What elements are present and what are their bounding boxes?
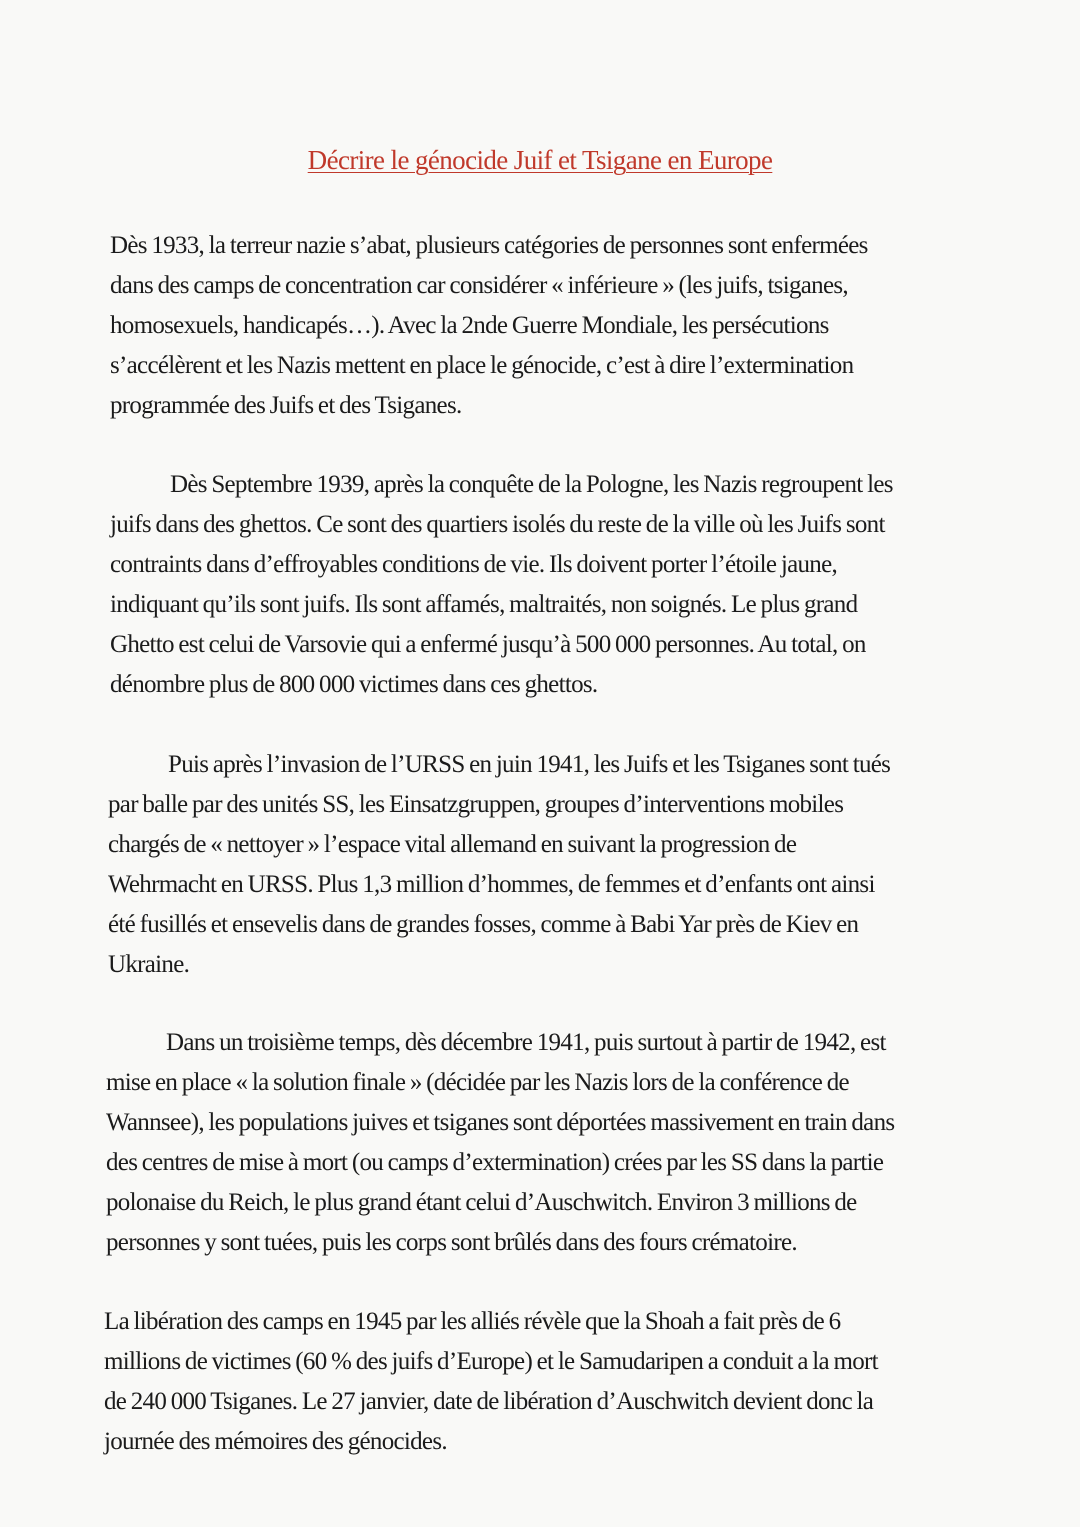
paragraph-line: de 240 000 Tsiganes. Le 27 janvier, date de libération d’Auschwitch devient donc la — [104, 1388, 874, 1415]
paragraph-line: programmée des Juifs et des Tsiganes. — [110, 392, 462, 419]
paragraph-line: Wannsee), les populations juives et tsiganes sont déportées massivement en train dans — [106, 1109, 895, 1136]
paragraph-line: Dès 1933, la terreur nazie s’abat, plusieurs catégories de personnes sont enfermées — [110, 232, 868, 259]
paragraph-line: Ukraine. — [108, 951, 190, 978]
paragraph-line: chargés de « nettoyer » l’espace vital allemand en suivant la progression de — [108, 831, 797, 858]
paragraph-line: millions de victimes (60 % des juifs d’Europe) et le Samudaripen a conduit a la mort — [104, 1348, 878, 1375]
paragraph-2 — [110, 465, 893, 705]
paragraph-1 — [110, 226, 868, 426]
paragraph-line: mise en place « la solution finale » (décidée par les Nazis lors de la conférence de — [106, 1069, 849, 1096]
paragraph-line: Ghetto est celui de Varsovie qui a enfermé jusqu’à 500 000 personnes. Au total, on — [110, 631, 866, 658]
paragraph-line: s’accélèrent et les Nazis mettent en place le génocide, c’est à dire l’extermination — [110, 352, 854, 379]
paragraph-line: Wehrmacht en URSS. Plus 1,3 million d’hommes, de femmes et d’enfants ont ainsi — [108, 871, 875, 898]
paragraph-4 — [106, 1023, 894, 1263]
paragraph-line: journée des mémoires des génocides. — [104, 1428, 447, 1455]
paragraph-3 — [108, 745, 890, 985]
document-title: Décrire le génocide Juif et Tsigane en Europe — [307, 145, 773, 175]
paragraph-line: homosexuels, handicapés…). Avec la 2nde Guerre Mondiale, les persécutions — [110, 312, 829, 339]
paragraph-line: contraints dans d’effroyables conditions de vie. Ils doivent porter l’étoile jaune, — [110, 551, 838, 578]
paragraph-line: dénombre plus de 800 000 victimes dans ces ghettos. — [110, 671, 598, 698]
paragraph-line: polonaise du Reich, le plus grand étant celui d’Auschwitch. Environ 3 millions de — [106, 1189, 857, 1216]
paragraph-line: indiquant qu’ils sont juifs. Ils sont affamés, maltraités, non soignés. Le plus grand — [110, 591, 858, 618]
paragraph-line: La libération des camps en 1945 par les alliés révèle que la Shoah a fait près de 6 — [104, 1308, 841, 1335]
paragraph-line: Dans un troisième temps, dès décembre 1941, puis surtout à partir de 1942, est — [166, 1029, 886, 1056]
paragraph-line: juifs dans des ghettos. Ce sont des quartiers isolés du reste de la ville où les Juifs sont — [110, 511, 885, 538]
paragraph-line: Dès Septembre 1939, après la conquête de la Pologne, les Nazis regroupent les — [170, 471, 893, 498]
paragraph-line: été fusillés et ensevelis dans de grandes fosses, comme à Babi Yar près de Kiev en — [108, 911, 859, 938]
paragraph-line: dans des camps de concentration car considérer « inférieure » (les juifs, tsiganes, — [110, 272, 848, 299]
paragraph-line: par balle par des unités SS, les Einsatzgruppen, groupes d’interventions mobiles — [108, 791, 844, 818]
paragraph-5 — [104, 1302, 878, 1462]
paragraph-line: Puis après l’invasion de l’URSS en juin 1941, les Juifs et les Tsiganes sont tués — [168, 751, 891, 778]
paragraph-line: des centres de mise à mort (ou camps d’extermination) crées par les SS dans la partie — [106, 1149, 884, 1176]
paragraph-line: personnes y sont tuées, puis les corps sont brûlés dans des fours crématoire. — [106, 1229, 797, 1256]
